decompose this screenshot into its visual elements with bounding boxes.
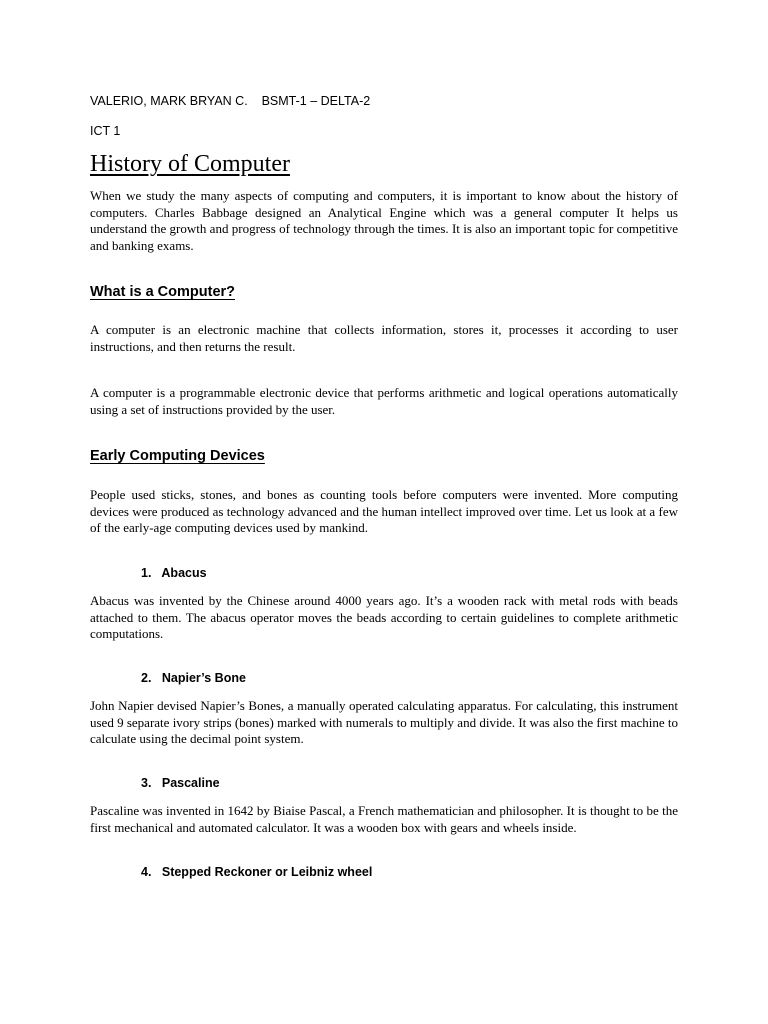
list-item-heading-leibniz-wheel	[141, 865, 372, 879]
section-heading-what-is-computer: What is a Computer?	[90, 284, 236, 300]
what-is-paragraph-1: A computer is an electronic machine that collects information, stores it, processes it according to user instructions, and then returns the result.	[90, 322, 678, 354]
early-devices-intro: People used sticks, stones, and bones as counting tools before computers were invented. More computing devices were produced as technology advanced and the human intellect improved over time. Let us look at a few of the early-age computing devices used by mankind.	[90, 487, 678, 536]
student-name: VALERIO, MARK BRYAN C.	[90, 94, 248, 108]
student-section: BSMT-1 – DELTA-2	[261, 94, 371, 108]
list-item-title: Abacus	[161, 566, 207, 580]
abacus-paragraph: Abacus was invented by the Chinese around 4000 years ago. It’s a wooden rack with metal rods with beads attached to them. The abacus operator moves the beads according to certain guidelines to complete arithmetic computations.	[90, 593, 678, 642]
list-item-number: 2.	[141, 671, 152, 685]
pascaline-paragraph: Pascaline was invented in 1642 by Biaise Pascal, a French mathematician and philosopher. It is thought to be the first mechanical and automated calculator. It was a wooden box with gears and wheels inside.	[90, 803, 678, 835]
document-title: History of Computer	[90, 151, 290, 177]
what-is-paragraph-2: A computer is a programmable electronic device that performs arithmetic and logical operations automatically using a set of instructions provided by the user.	[90, 385, 678, 417]
napiers-bone-paragraph: John Napier devised Napier’s Bones, a manually operated calculating apparatus. For calculating, this instrument used 9 separate ivory strips (bones) marked with numerals to multiply and divide. It was also the first machine to calculate using the decimal point system.	[90, 698, 678, 747]
list-item-number: 3.	[141, 776, 152, 790]
list-item-heading-napiers-bone	[141, 671, 246, 685]
list-item-number: 4.	[141, 865, 152, 879]
list-item-title: Pascaline	[161, 776, 220, 790]
section-heading-early-devices: Early Computing Devices	[90, 448, 265, 464]
list-item-heading-abacus	[141, 566, 207, 580]
list-item-title: Stepped Reckoner or Leibniz wheel	[161, 865, 373, 879]
course-label: ICT 1	[90, 124, 121, 138]
list-item-title: Napier’s Bone	[161, 671, 246, 685]
student-header-line	[90, 94, 370, 108]
list-item-number: 1.	[141, 566, 152, 580]
intro-paragraph: When we study the many aspects of computing and computers, it is important to know about the history of computers. Charles Babbage designed an Analytical Engine which was a general computer It helps us understand the growth and progress of technology through the times. It is also an important topic for competitive and banking exams.	[90, 188, 678, 253]
list-item-heading-pascaline	[141, 776, 220, 790]
